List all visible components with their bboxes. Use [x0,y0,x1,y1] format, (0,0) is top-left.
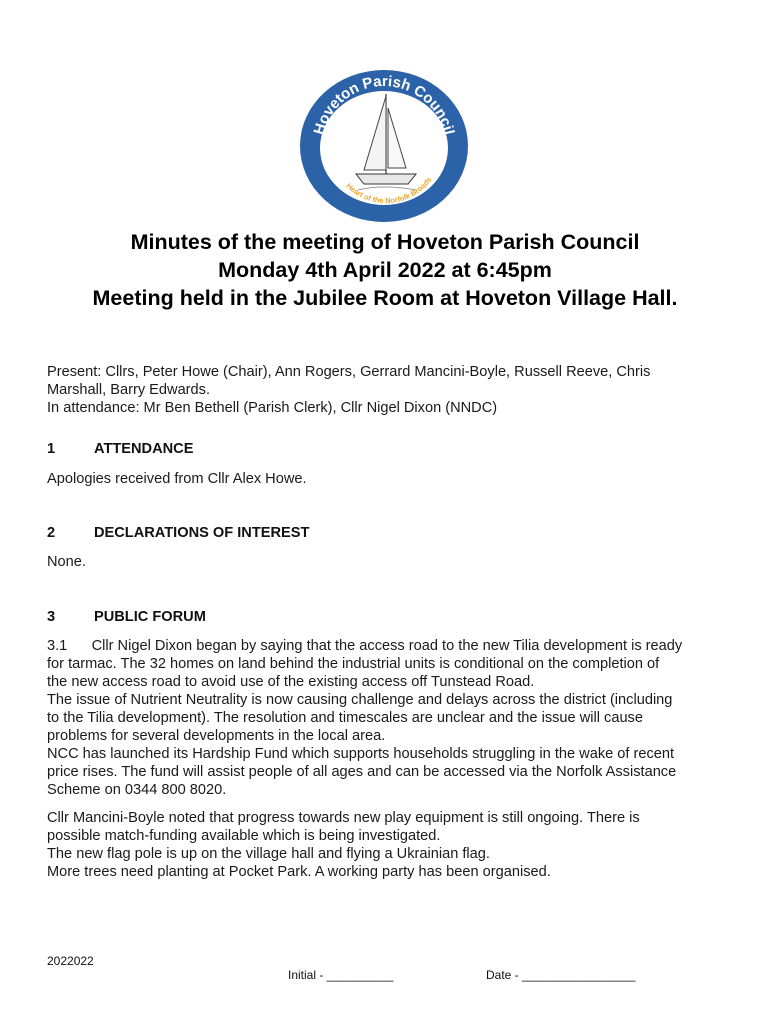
present-block [47,363,727,417]
section-heading-2 [47,524,309,542]
paragraph-line: Cllr Mancini-Boyle noted that progress towards new play equipment is still ongoing. There is [47,810,640,826]
logo-top-text: Hoveton Parish Council [310,72,458,137]
paragraph-line: None. [47,554,86,570]
section-title: PUBLIC FORUM [94,609,206,625]
section-heading-3 [47,608,206,626]
title-line-3: Meeting held in the Jubilee Room at Hoveton Village Hall. [92,286,678,310]
section-body-3 [47,637,727,881]
paragraph-line: problems for several developments in the local area. [47,728,386,744]
section-number: 1 [47,441,56,457]
section-heading-1 [47,440,193,458]
section-body-1 [47,470,727,488]
paragraph-line: price rises. The fund will assist people of all ages and can be accessed via the Norfolk Assistance [47,764,677,780]
paragraph-line: for tarmac. The 32 homes on land behind the industrial units is conditional on the completion of [47,656,660,672]
section-title: ATTENDANCE [94,441,194,457]
title-line-2: Monday 4th April 2022 at 6:45pm [218,258,552,282]
present-line-1: Present: Cllrs, Peter Howe (Chair), Ann Rogers, Gerrard Mancini-Boyle, Russell Reeve, Chris [47,364,651,380]
paragraph-line: to the Tilia development). The resolution and timescales are unclear and the issue will cause [47,710,643,726]
logo-bottom-text: Heart of the Norfolk Broads [344,175,434,206]
document-code: 2022022 [47,954,94,968]
title-line-1: Minutes of the meeting of Hoveton Parish Council [130,230,640,254]
initial-field: Initial - __________ [288,968,394,982]
present-line-2: Marshall, Barry Edwards. [47,382,211,398]
paragraph-line: NCC has launched its Hardship Fund which supports households struggling in the wake of recent [47,746,675,762]
paragraph-line: More trees need planting at Pocket Park. A working party has been organised. [47,864,551,880]
paragraph-line: The issue of Nutrient Neutrality is now causing challenge and delays across the district (including [47,692,673,708]
paragraph-line: Apologies received from Cllr Alex Howe. [47,471,307,487]
paragraph-line: Scheme on 0344 800 8020. [47,782,227,798]
paragraph-line: possible match-funding available which is being investigated. [47,828,441,844]
section-number: 3 [47,609,56,625]
section-number: 2 [47,525,56,541]
parish-council-logo [298,68,470,224]
section-body-2 [47,553,727,571]
section-title: DECLARATIONS OF INTEREST [94,525,310,541]
date-field: Date - _________________ [486,968,636,982]
paragraph-line: 3.1 Cllr Nigel Dixon began by saying that the access road to the new Tilia development is ready [47,638,683,654]
attendance-line: In attendance: Mr Ben Bethell (Parish Clerk), Cllr Nigel Dixon (NNDC) [47,400,498,416]
paragraph-line: the new access road to avoid use of the existing access off Tunstead Road. [47,674,535,690]
paragraph-line: The new flag pole is up on the village hall and flying a Ukrainian flag. [47,846,490,862]
document-title [0,228,770,312]
